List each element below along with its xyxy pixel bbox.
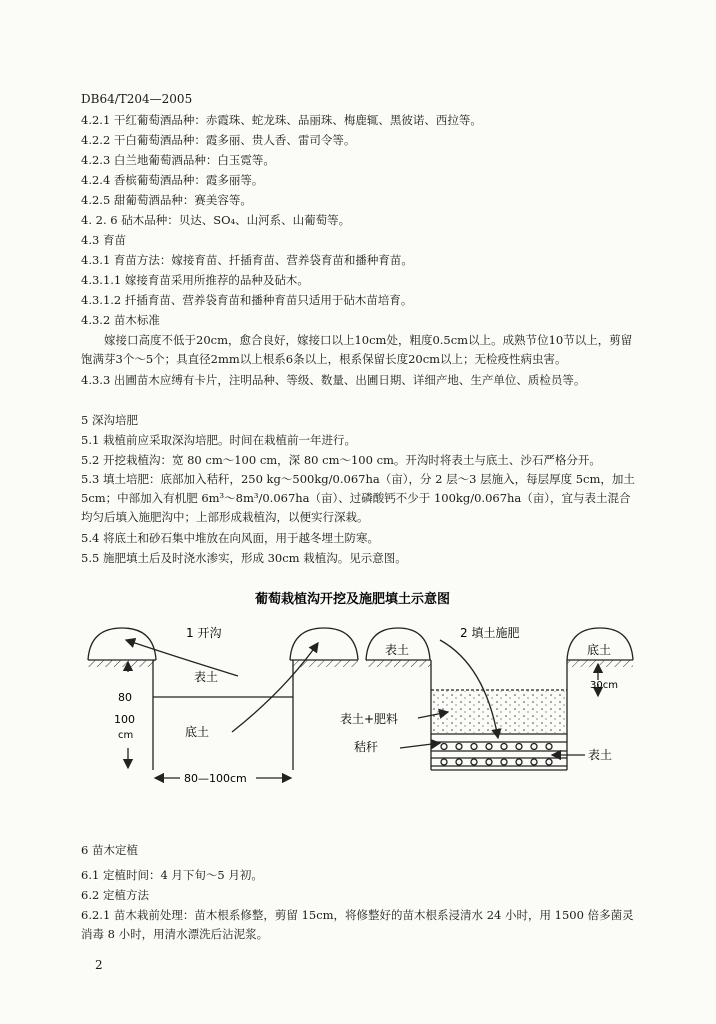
clause-5-1: 5.1 栽植前应采取深沟培肥。时间在栽植前一年进行。 bbox=[81, 433, 356, 447]
clause-6-2-1: 6.2.1 苗木栽前处理：苗木根系修整，剪留 15cm，将修整好的苗木根系浸清水 24 小时，用 1500 倍多菌灵消毒 8 小时，用清水漂洗后沾泥浆。 bbox=[81, 908, 634, 941]
arrow-subsoil bbox=[232, 643, 318, 732]
clause-4-2-5: 4.2.5 甜葡萄酒品种：赛美容等。 bbox=[81, 193, 252, 207]
ground-hatch-left bbox=[88, 660, 156, 667]
depth-label-min: 80 bbox=[118, 691, 132, 704]
clause-4-2-3: 4.2.3 白兰地葡萄酒品种：白玉霓等。 bbox=[81, 153, 275, 167]
clause-4-3-2: 4.3.2 苗木标准 bbox=[81, 313, 160, 327]
width-label: 80—100cm bbox=[184, 772, 247, 785]
clause-5-5: 5.5 施肥填土后及时浇水渗实，形成 30cm 栽植沟。见示意图。 bbox=[81, 551, 407, 565]
clause-5-3: 5.3 填土培肥：底部加入秸秆，250 kg～500kg/0.067ha（亩），分 2 层～3 层施入，每层厚度 5cm，加土 5cm；中部加入有机肥 6m³～8m³/0.067ha（亩）、过磷酸钙不少于 100kg/0.067ha（亩），宜与表土混合均匀后填入施肥沟中；上部形成栽植沟，以便实行深栽。 bbox=[81, 472, 635, 524]
panel-2-label: 2 填土施肥 bbox=[460, 626, 520, 640]
document-header: DB64/T204—2005 bbox=[81, 92, 193, 106]
straw-circles-row-2 bbox=[441, 759, 552, 765]
clause-4-2-6: 4. 2. 6 砧木品种：贝达、SO₄、山河系、山葡萄等。 bbox=[81, 213, 351, 227]
mix-layer bbox=[432, 691, 566, 733]
topsoil-layer-label: 表土 bbox=[588, 748, 613, 762]
clause-4-3: 4.3 育苗 bbox=[81, 233, 126, 247]
seedling-standard-paragraph: 嫁接口高度不低于20cm，愈合良好，嫁接口以上10cm处，粗度0.5cm以上。成熟节位10节以上，剪留饱满芽3个～5个；具直径2mm以上根系6条以上，根系保留长度20cm以上；无检疫性病虫害。 bbox=[81, 333, 633, 366]
clause-6-1: 6.1 定植时间：4 月下旬～5 月初。 bbox=[81, 868, 263, 882]
straw-label: 秸秆 bbox=[354, 740, 379, 754]
depth-30-label: 30cm bbox=[590, 680, 618, 691]
subsoil-label: 底土 bbox=[185, 725, 210, 739]
arrow-topsoil bbox=[126, 640, 238, 676]
ground-hatch-2-right bbox=[567, 660, 633, 667]
section-6-title: 6 苗木定植 bbox=[81, 843, 138, 857]
clause-4-3-1-1: 4.3.1.1 嫁接育苗采用所推荐的品种及砧木。 bbox=[81, 273, 309, 287]
topsoil-label: 表土 bbox=[194, 670, 219, 684]
depth-label-unit: cm bbox=[118, 730, 134, 741]
topsoil-fertilizer-label: 表土+肥料 bbox=[340, 712, 399, 726]
page-number: 2 bbox=[95, 958, 103, 972]
soil-mound-right bbox=[290, 628, 358, 660]
diagram-title: 葡萄栽植沟开挖及施肥填土示意图 bbox=[255, 592, 451, 607]
clause-4-3-1: 4.3.1 育苗方法：嫁接育苗、扦插育苗、营养袋育苗和播种育苗。 bbox=[81, 253, 413, 267]
clause-4-3-1-2: 4.3.1.2 扦插育苗、营养袋育苗和播种育苗只适用于砧木苗培育。 bbox=[81, 293, 413, 307]
clause-5-4: 5.4 将底土和砂石集中堆放在向风面，用于越冬埋土防寒。 bbox=[81, 531, 379, 545]
ground-hatch-2-left bbox=[366, 660, 431, 667]
subsoil-mound-label: 底土 bbox=[587, 643, 612, 657]
trench-diagram bbox=[0, 580, 716, 800]
depth-label-max: 100 bbox=[114, 713, 135, 726]
panel-1-label: 1 开沟 bbox=[186, 626, 222, 640]
clause-4-2-1: 4.2.1 干红葡萄酒品种：赤霞珠、蛇龙珠、品丽珠、梅鹿辄、黑彼诺、西拉等。 bbox=[81, 113, 482, 127]
topsoil-mound-label: 表土 bbox=[385, 643, 410, 657]
straw-circles-row-1 bbox=[441, 744, 552, 750]
clause-5-2: 5.2 开挖栽植沟：宽 80 cm～100 cm，深 80 cm～100 cm。开沟时将表土与底土、沙石严格分开。 bbox=[81, 453, 601, 467]
clause-4-3-3: 4.3.3 出圃苗木应缚有卡片，注明品种、等级、数量、出圃日期、详细产地、生产单位、质检员等。 bbox=[81, 373, 586, 387]
clause-4-2-4: 4.2.4 香槟葡萄酒品种：霞多丽等。 bbox=[81, 173, 264, 187]
soil-mound-left bbox=[88, 628, 156, 660]
clause-4-2-2: 4.2.2 干白葡萄酒品种：霞多丽、贵人香、雷司令等。 bbox=[81, 133, 356, 147]
section-5-title: 5 深沟培肥 bbox=[81, 413, 138, 427]
clause-6-2: 6.2 定植方法 bbox=[81, 888, 149, 902]
arrow-straw-label bbox=[400, 743, 440, 748]
